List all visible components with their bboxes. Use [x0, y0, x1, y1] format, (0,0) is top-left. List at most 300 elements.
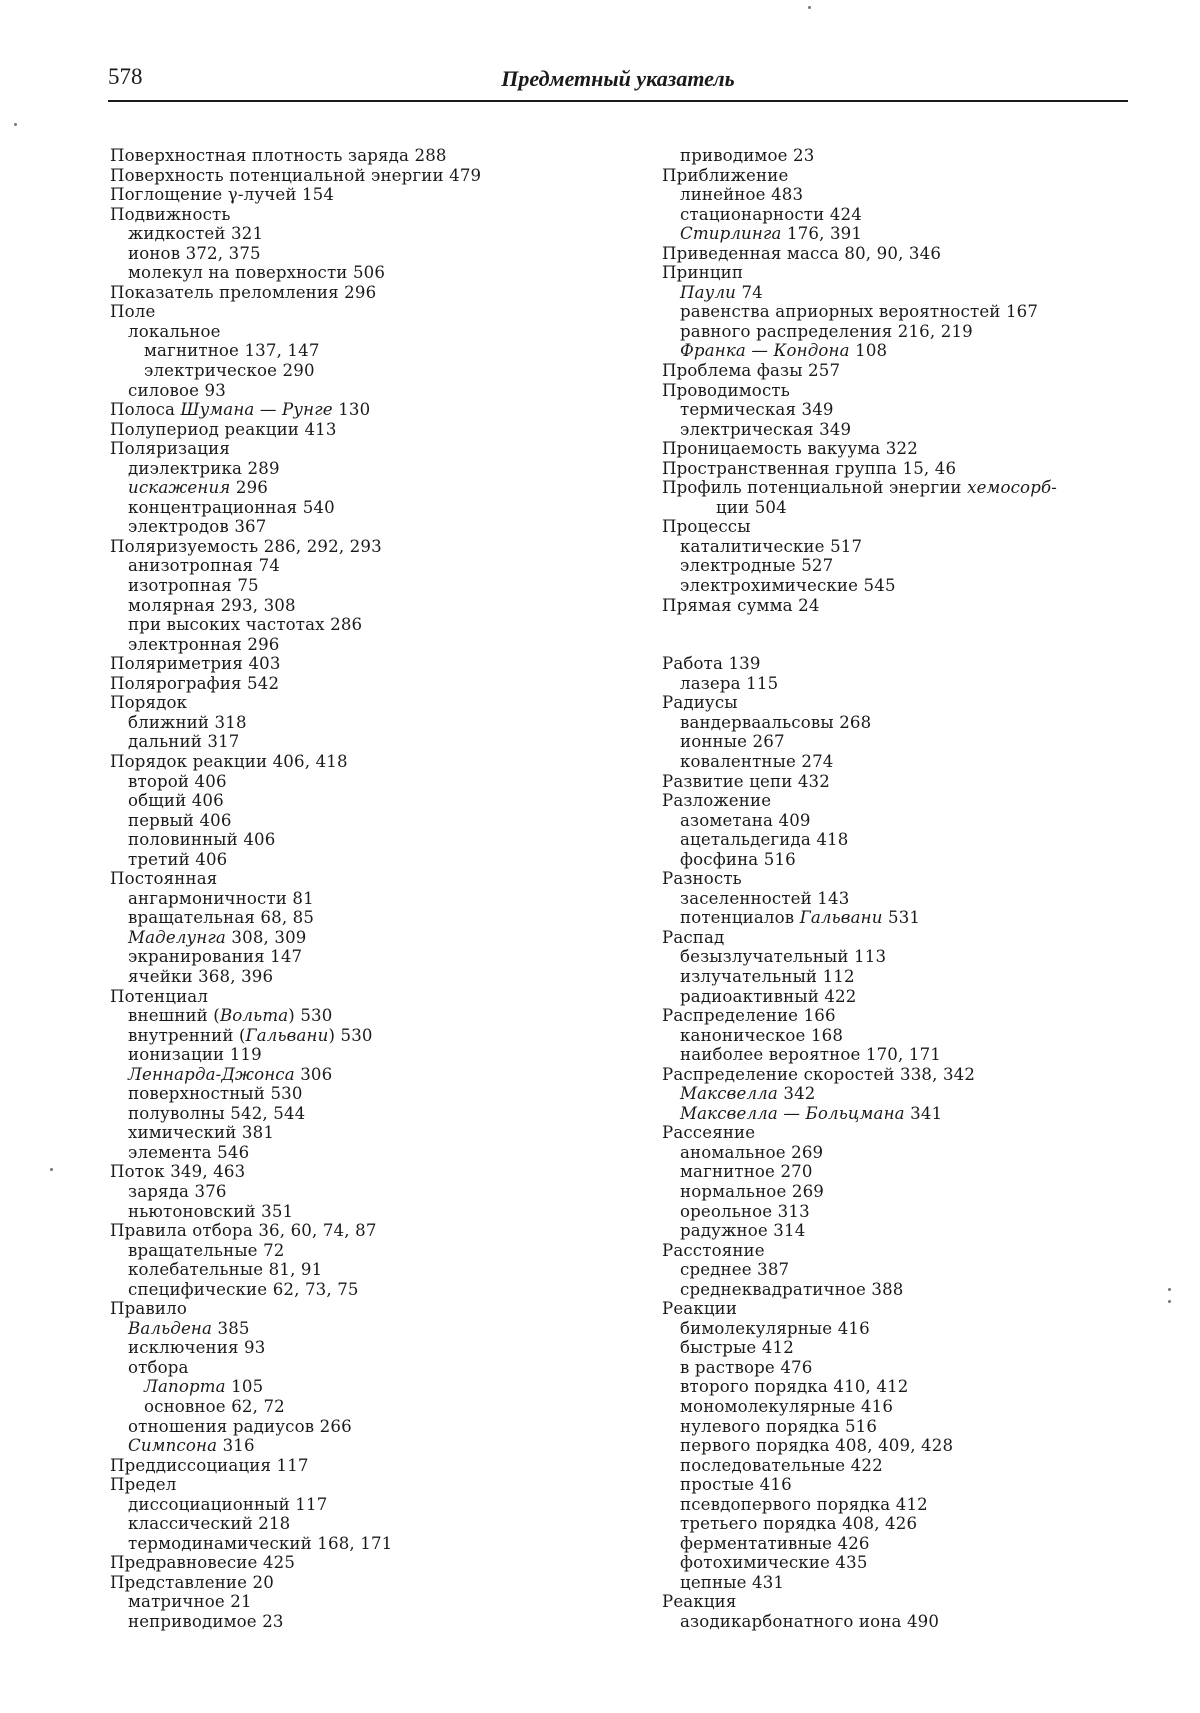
index-subentry: [110, 459, 630, 479]
index-subentry: [662, 1143, 1162, 1163]
index-subentry: [662, 576, 1162, 596]
entry-pages: 154: [301, 185, 335, 205]
index-subentry: [110, 1338, 630, 1358]
entry-term: основное: [144, 1397, 226, 1416]
entry-pages: 412: [761, 1338, 794, 1358]
entry-pages: 72: [263, 1240, 285, 1260]
index-subentry: [662, 987, 1162, 1007]
entry-term: ионов: [128, 243, 181, 263]
entry-pages: 322: [885, 439, 918, 459]
entry-pages: 422: [850, 1455, 883, 1475]
entry-term: Рассеяние: [662, 1123, 756, 1143]
index-subentry: [110, 1241, 630, 1261]
index-subentry: [110, 1182, 630, 1202]
entry-term: электронная: [128, 634, 242, 654]
entry-pages: 314: [773, 1221, 806, 1241]
index-subentry: [110, 381, 630, 401]
scan-speck: [50, 1168, 53, 1171]
entry-term: Приведенная масса: [662, 243, 839, 263]
entry-term: простые: [680, 1475, 755, 1495]
entry-italic-term: Максвелла — Больцмана: [680, 1103, 905, 1123]
index-subentry: [662, 947, 1162, 967]
entry-pages: 381: [241, 1123, 275, 1143]
index-subentry: [110, 576, 630, 596]
index-subentry: [662, 498, 1162, 518]
index-subentry: [662, 146, 1162, 166]
index-subentry: [110, 1006, 630, 1026]
entry-term: излучательный: [680, 966, 818, 986]
index-subentry: [662, 713, 1162, 733]
entry-italic-term: Вальдена: [128, 1318, 213, 1338]
entry-term: приводимое: [680, 146, 788, 165]
entry-term: Поток: [110, 1162, 165, 1182]
entry-term: Полупериод реакции: [110, 419, 300, 439]
entry-pages: 316: [222, 1436, 255, 1456]
entry-term: Распределение: [662, 1006, 799, 1026]
entry-pages: 530: [300, 1006, 333, 1026]
index-subentry: [662, 224, 1162, 244]
entry-pages: 418: [816, 830, 849, 850]
entry-pages: 23: [793, 146, 815, 165]
entry-term: линейное: [680, 185, 766, 205]
entry-pages: 426: [837, 1533, 870, 1553]
index-subentry: [110, 732, 630, 752]
entry-pages: 218: [258, 1514, 291, 1534]
index-subentry: [110, 635, 630, 655]
entry-pages: 274: [801, 751, 834, 771]
entry-pages: 257: [808, 361, 841, 381]
entry-pages: 531: [888, 908, 921, 928]
entry-term: бимолекулярные: [680, 1318, 833, 1338]
entry-pages: 168, 171: [317, 1533, 393, 1553]
entry-term: колебательные: [128, 1260, 264, 1280]
entry-term: ближний: [128, 712, 210, 732]
index-subentry: [662, 420, 1162, 440]
index-subentry: [110, 1084, 630, 1104]
entry-term: неприводимое: [128, 1612, 257, 1632]
entry-term: электрическая: [680, 419, 814, 439]
entry-pages: 269: [791, 1142, 824, 1162]
entry-term: фотохимические: [680, 1553, 830, 1573]
index-subentry: [110, 889, 630, 909]
entry-pages: 36, 60, 74, 87: [258, 1221, 377, 1241]
index-subentry: [110, 1026, 630, 1046]
index-subentry: [110, 830, 630, 850]
entry-pages: 413: [304, 419, 337, 439]
entry-pages: 20: [252, 1572, 274, 1592]
entry-term: нулевого порядка: [680, 1416, 840, 1436]
entry-term: Поверхностная плотность заряда: [110, 146, 410, 165]
entry-term: второго порядка: [680, 1377, 828, 1397]
index-entry: [110, 1573, 630, 1593]
entry-pages: 62, 73, 75: [272, 1279, 359, 1299]
entry-italic-term: Паули: [680, 282, 736, 302]
scan-speck: [1168, 1300, 1171, 1303]
entry-term: радужное: [680, 1221, 768, 1241]
entry-term: последовательные: [680, 1455, 846, 1475]
entry-term: третий: [128, 849, 190, 869]
entry-term: ионные: [680, 732, 748, 752]
entry-pages: 318: [214, 712, 247, 732]
index-column-right: [662, 146, 1162, 1632]
index-subentry: [662, 302, 1162, 322]
entry-term: электрическое: [144, 361, 278, 381]
entry-pages: 506: [352, 263, 386, 283]
entry-pages: 117: [276, 1455, 309, 1475]
running-title: Предметный указатель: [501, 66, 735, 91]
entry-pages: 68, 85: [260, 908, 315, 928]
index-subentry: [662, 1377, 1162, 1397]
index-subentry: [662, 1475, 1162, 1495]
index-entry: [662, 361, 1162, 381]
entry-pages: 530: [340, 1025, 373, 1045]
page-number: 578: [108, 64, 143, 89]
entry-term: заряда: [128, 1181, 190, 1201]
entry-pages: 406: [194, 771, 227, 791]
entry-term: Правила отбора: [110, 1221, 253, 1241]
index-subentry: [662, 908, 1162, 928]
entry-italic-term: Леннарда-Джонса: [128, 1064, 295, 1084]
entry-pages: 388: [871, 1279, 904, 1299]
entry-pages: 105: [231, 1377, 264, 1397]
entry-pages: 435: [835, 1553, 868, 1573]
entry-pages: 108: [855, 341, 888, 361]
entry-pages: 408, 426: [842, 1514, 918, 1534]
entry-term: жидкостей: [128, 224, 226, 244]
entry-term: Предравновесие: [110, 1553, 258, 1573]
entry-pages: 93: [244, 1338, 266, 1358]
entry-term: Полоса: [110, 400, 176, 420]
index-subentry: [662, 752, 1162, 772]
entry-term: среднее: [680, 1260, 752, 1280]
entry-pages: 289: [247, 458, 280, 478]
entry-pages: 286, 292, 293: [263, 536, 382, 556]
entry-pages: 490: [906, 1612, 940, 1632]
entry-term: химический: [128, 1123, 237, 1143]
index-subentry: [662, 1553, 1162, 1573]
index-subentry: [662, 537, 1162, 557]
entry-term: Процессы: [662, 517, 751, 537]
entry-pages: 341: [910, 1103, 943, 1123]
entry-term: силовое: [128, 380, 200, 400]
index-entry: [110, 693, 630, 713]
index-subentry: [662, 1026, 1162, 1046]
index-subentry: [662, 1397, 1162, 1417]
entry-term: электрохимические: [680, 576, 859, 596]
entry-term: изотропная: [128, 576, 232, 596]
entry-pages: 545: [863, 576, 896, 596]
index-subentry: [110, 478, 630, 498]
entry-pages: 139: [728, 654, 761, 674]
entry-pages: 338, 342: [899, 1064, 976, 1084]
entry-term: Развитие цепи: [662, 771, 793, 791]
index-subentry: [662, 341, 1162, 361]
index-subentry: [110, 498, 630, 518]
entry-pages: 406: [191, 791, 224, 811]
entry-term: вращательная: [128, 908, 255, 928]
entry-pages: 516: [763, 849, 796, 869]
entry-term: быстрые: [680, 1338, 757, 1358]
entry-term: псевдопервого порядка: [680, 1494, 891, 1514]
index-subentry: [110, 1612, 630, 1632]
index-subentry: [662, 1534, 1162, 1554]
index-subentry: [110, 1104, 630, 1124]
entry-term: Реакции: [662, 1299, 738, 1319]
entry-term: ореольное: [680, 1201, 773, 1221]
entry-term: Расстояние: [662, 1240, 765, 1260]
entry-term: Полярография: [110, 673, 242, 693]
index-entry: [110, 1221, 630, 1241]
entry-term: дальний: [128, 732, 202, 752]
entry-pages: 270: [780, 1162, 813, 1182]
entry-pages: 406: [243, 830, 276, 850]
entry-term: Радиусы: [662, 693, 738, 713]
entry-term: Принцип: [662, 263, 744, 283]
entry-term: ньютоновский: [128, 1201, 256, 1221]
entry-pages: 408, 409, 428: [835, 1436, 954, 1456]
entry-term: молекул на поверхности: [128, 263, 348, 283]
entry-term: ферментативные: [680, 1533, 833, 1553]
index-subentry: [110, 947, 630, 967]
entry-pages: 403: [248, 654, 281, 674]
entry-italic-term: Лапорта: [144, 1377, 226, 1397]
entry-pages: 546: [217, 1142, 250, 1162]
entry-term: концентрационная: [128, 497, 298, 517]
entry-pages: 296: [235, 478, 268, 498]
entry-pages: 517: [830, 536, 863, 556]
entry-term: мономолекулярные: [680, 1397, 856, 1416]
entry-term: равенства априорных вероятностей: [680, 302, 1001, 322]
index-subentry: [662, 185, 1162, 205]
entry-pages: 387: [757, 1260, 790, 1280]
entry-pages: 416: [759, 1475, 792, 1495]
entry-pages: 21: [230, 1592, 252, 1612]
index-subentry: [110, 1495, 630, 1515]
entry-term: ковалентные: [680, 751, 796, 771]
entry-term: отношения радиусов: [128, 1416, 315, 1436]
entry-term: Реакция: [662, 1592, 737, 1612]
index-subentry: [110, 772, 630, 792]
index-subentry: [662, 1319, 1162, 1339]
entry-term: анизотропная: [128, 556, 254, 576]
index-subentry: [662, 1280, 1162, 1300]
index-subentry: [662, 1495, 1162, 1515]
entry-term: безызлучательный: [680, 947, 849, 967]
entry-term: Распад: [662, 927, 725, 947]
entry-term: Порядок: [110, 693, 188, 713]
entry-term: диссоциационный: [128, 1494, 290, 1514]
index-subentry: [110, 1045, 630, 1065]
index-subentry: [110, 1319, 630, 1339]
index-subentry: [110, 596, 630, 616]
entry-pages: 62, 72: [231, 1397, 285, 1416]
index-subentry: [110, 517, 630, 537]
index-subentry: [110, 1202, 630, 1222]
entry-pages: 483: [771, 185, 804, 205]
index-subentry: [110, 1143, 630, 1163]
index-subentry: [662, 967, 1162, 987]
entry-term: ячейки: [128, 966, 193, 986]
index-entry: [662, 244, 1162, 264]
entry-term: электродные: [680, 556, 796, 576]
entry-term: каноническое: [680, 1025, 806, 1045]
index-entry: [662, 1123, 1162, 1143]
entry-italic-term: Шумана — Рунге: [180, 400, 333, 420]
entry-term: радиоактивный: [680, 986, 819, 1006]
entry-pages: 24: [798, 595, 820, 615]
index-subentry: [662, 400, 1162, 420]
entry-pages: 113: [854, 947, 887, 967]
entry-pages: 112: [822, 966, 855, 986]
entry-italic-term: Маделунга: [128, 927, 226, 947]
entry-pages: 143: [817, 888, 850, 908]
index-subentry: [110, 263, 630, 283]
entry-pages: 81, 91: [268, 1260, 323, 1280]
entry-pages: 342: [783, 1084, 816, 1104]
entry-italic-term: Франка — Кондона: [680, 341, 850, 361]
entry-pages: 416: [860, 1397, 894, 1416]
entry-term-suffix: ): [288, 1006, 295, 1026]
index-subentry: [110, 1436, 630, 1456]
entry-term: Приближение: [662, 165, 789, 185]
index-subentry: [110, 1260, 630, 1280]
index-entry: [662, 791, 1162, 811]
entry-pages: 286: [330, 615, 363, 635]
entry-term: второй: [128, 771, 190, 791]
entry-pages: 412: [895, 1494, 928, 1514]
index-subentry: [110, 811, 630, 831]
entry-term: поверхностный: [128, 1084, 265, 1104]
index-subentry: [662, 889, 1162, 909]
page-header: [108, 64, 1128, 102]
entry-term: Постоянная: [110, 869, 218, 889]
entry-pages: 540: [302, 497, 335, 517]
entry-term: половинный: [128, 830, 238, 850]
entry-term: Поляриметрия: [110, 654, 244, 674]
entry-pages: 409: [778, 810, 811, 830]
entry-pages: 431: [751, 1572, 785, 1592]
entry-pages: 167: [1005, 302, 1039, 322]
entry-pages: 424: [829, 204, 862, 224]
scan-speck: [808, 6, 811, 9]
index-entry: [110, 752, 630, 772]
index-subentry: [110, 1397, 630, 1417]
entry-term: Порядок реакции: [110, 751, 268, 771]
index-entry: [110, 674, 630, 694]
entry-pages: 527: [801, 556, 834, 576]
entry-pages: 351: [261, 1201, 294, 1221]
entry-pages: 288: [414, 146, 447, 165]
index-subentry: [110, 556, 630, 576]
index-subentry: [110, 615, 630, 635]
index-entry: [110, 400, 630, 420]
index-subentry: [110, 322, 630, 342]
entry-pages: 349: [801, 400, 834, 420]
entry-term: равного распределения: [680, 321, 893, 341]
index-entry: [662, 1592, 1162, 1612]
entry-pages: 349, 463: [170, 1162, 246, 1182]
entry-italic-term: Максвелла: [680, 1084, 778, 1104]
entry-pages: 137, 147: [244, 341, 320, 361]
entry-pages: 293, 308: [220, 595, 296, 615]
index-subentry: [662, 1182, 1162, 1202]
index-entry: [662, 166, 1162, 186]
entry-term: диэлектрика: [128, 458, 243, 478]
entry-term: внешний (: [128, 1006, 220, 1026]
entry-term: азодикарбонатного иона: [680, 1612, 902, 1632]
index-subentry: [662, 1417, 1162, 1437]
entry-term: ацетальдегида: [680, 830, 811, 850]
index-entry: [662, 478, 1162, 498]
entry-italic-term: Симпсона: [128, 1436, 218, 1456]
entry-italic-term: хемосорб-: [967, 478, 1057, 498]
entry-italic-term: Стирлинга: [680, 224, 782, 244]
entry-pages: 130: [338, 400, 371, 420]
index-subentry: [662, 1338, 1162, 1358]
entry-pages: 74: [741, 282, 763, 302]
index-subentry: [662, 1260, 1162, 1280]
entry-term: общий: [128, 791, 187, 811]
entry-term: Показатель преломления: [110, 282, 339, 302]
entry-pages: 368, 396: [198, 966, 274, 986]
entry-pages: 542, 544: [230, 1103, 306, 1123]
index-entry: [662, 439, 1162, 459]
entry-pages: 349: [819, 419, 852, 439]
index-subentry: [110, 1534, 630, 1554]
entry-pages: 385: [217, 1318, 250, 1338]
entry-term: внутренний (: [128, 1025, 246, 1045]
entry-term: нормальное: [680, 1181, 787, 1201]
entry-term: Потенциал: [110, 986, 209, 1006]
index-entry: [110, 1299, 630, 1319]
index-subentry: [110, 341, 630, 361]
entry-pages: 81: [292, 888, 314, 908]
entry-term: ангармоничности: [128, 888, 287, 908]
index-subentry: [110, 1514, 630, 1534]
entry-term: Предел: [110, 1475, 177, 1495]
index-subentry: [662, 674, 1162, 694]
entry-term: электродов: [128, 517, 229, 537]
index-entry: [110, 283, 630, 303]
index-entry: [662, 517, 1162, 537]
entry-term: азометана: [680, 810, 774, 830]
index-entry: [110, 1553, 630, 1573]
index-subentry: [662, 1612, 1162, 1632]
entry-pages: 313: [777, 1201, 810, 1221]
entry-pages: 376: [194, 1181, 227, 1201]
index-subentry: [110, 791, 630, 811]
scan-speck: [14, 123, 17, 126]
entry-pages: 317: [207, 732, 240, 752]
entry-pages: 410, 412: [833, 1377, 909, 1397]
index-entry: [662, 869, 1162, 889]
index-subentry: [662, 283, 1162, 303]
entry-term: полуволны: [128, 1103, 225, 1123]
entry-term: каталитические: [680, 536, 825, 556]
entry-term: Разность: [662, 869, 742, 889]
index-entry: [662, 1241, 1162, 1261]
index-subentry: [110, 1358, 630, 1378]
index-subentry: [110, 967, 630, 987]
index-subentry: [662, 1202, 1162, 1222]
entry-term: среднеквадратичное: [680, 1279, 866, 1299]
entry-term-suffix: ): [328, 1025, 336, 1045]
entry-pages: 406: [199, 810, 232, 830]
entry-pages: 176, 391: [787, 224, 863, 244]
entry-term: Проводимость: [662, 380, 790, 400]
index-entry: [662, 1065, 1162, 1085]
index-subentry: [662, 205, 1162, 225]
